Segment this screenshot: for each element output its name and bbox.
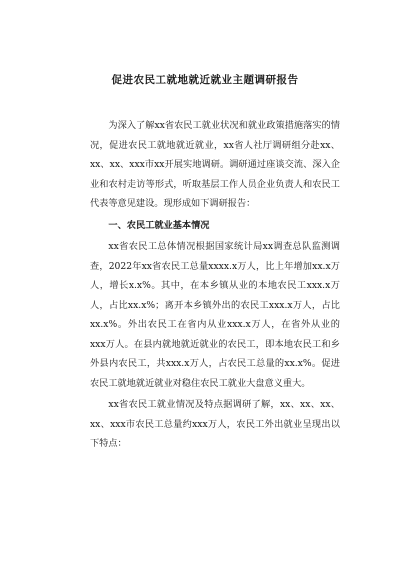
intro-paragraph: 为深入了解xx省农民工就业状况和就业政策措施落实的情况，促进农民工就地就近就业，xx省人社厅调研组分赴xx、xx、xx、xxx市xx开展实地调研。调研通过座谈交流、深入企业和农村走访等形式，听取基层工作人员企业负责人和农民工代表等意见建设。现形成如下调研报告： <box>90 120 340 209</box>
document-title: 促进农民工就地就近就业主题调研报告 <box>111 74 299 86</box>
section-heading: 一、农民工就业基本情况 <box>108 219 210 231</box>
section-paragraph-1: xx省农民工总体情况根据国家统计局xx调查总队监测调查，2022年xx省农民工总量xxxx.x万人，比上年增加xx.x万人，增长x.x%。其中，在本乡镇从业的本地农民工xxx.x万人，占比xx.x%；离开本乡镇外出的农民工xxx.x万人，占比xx.x%。外出农民工在省内从业xxx.x万人，在省外从业的xxx万人。在县内就地就近就业的农民工，即本地农民工和乡外县内农民工，共xxx.x万人，占农民工总量的xx.x%。促进农民工就地就近就业对稳住农民工就业大盘意义重大。 <box>90 241 340 389</box>
section-paragraph-2: xx省农民工就业情况及特点据调研了解，xx、xx、xx、xx、xxx市农民工总量约xxx万人，农民工外出就业呈现出以下特点： <box>90 399 340 449</box>
document-body <box>90 116 340 456</box>
